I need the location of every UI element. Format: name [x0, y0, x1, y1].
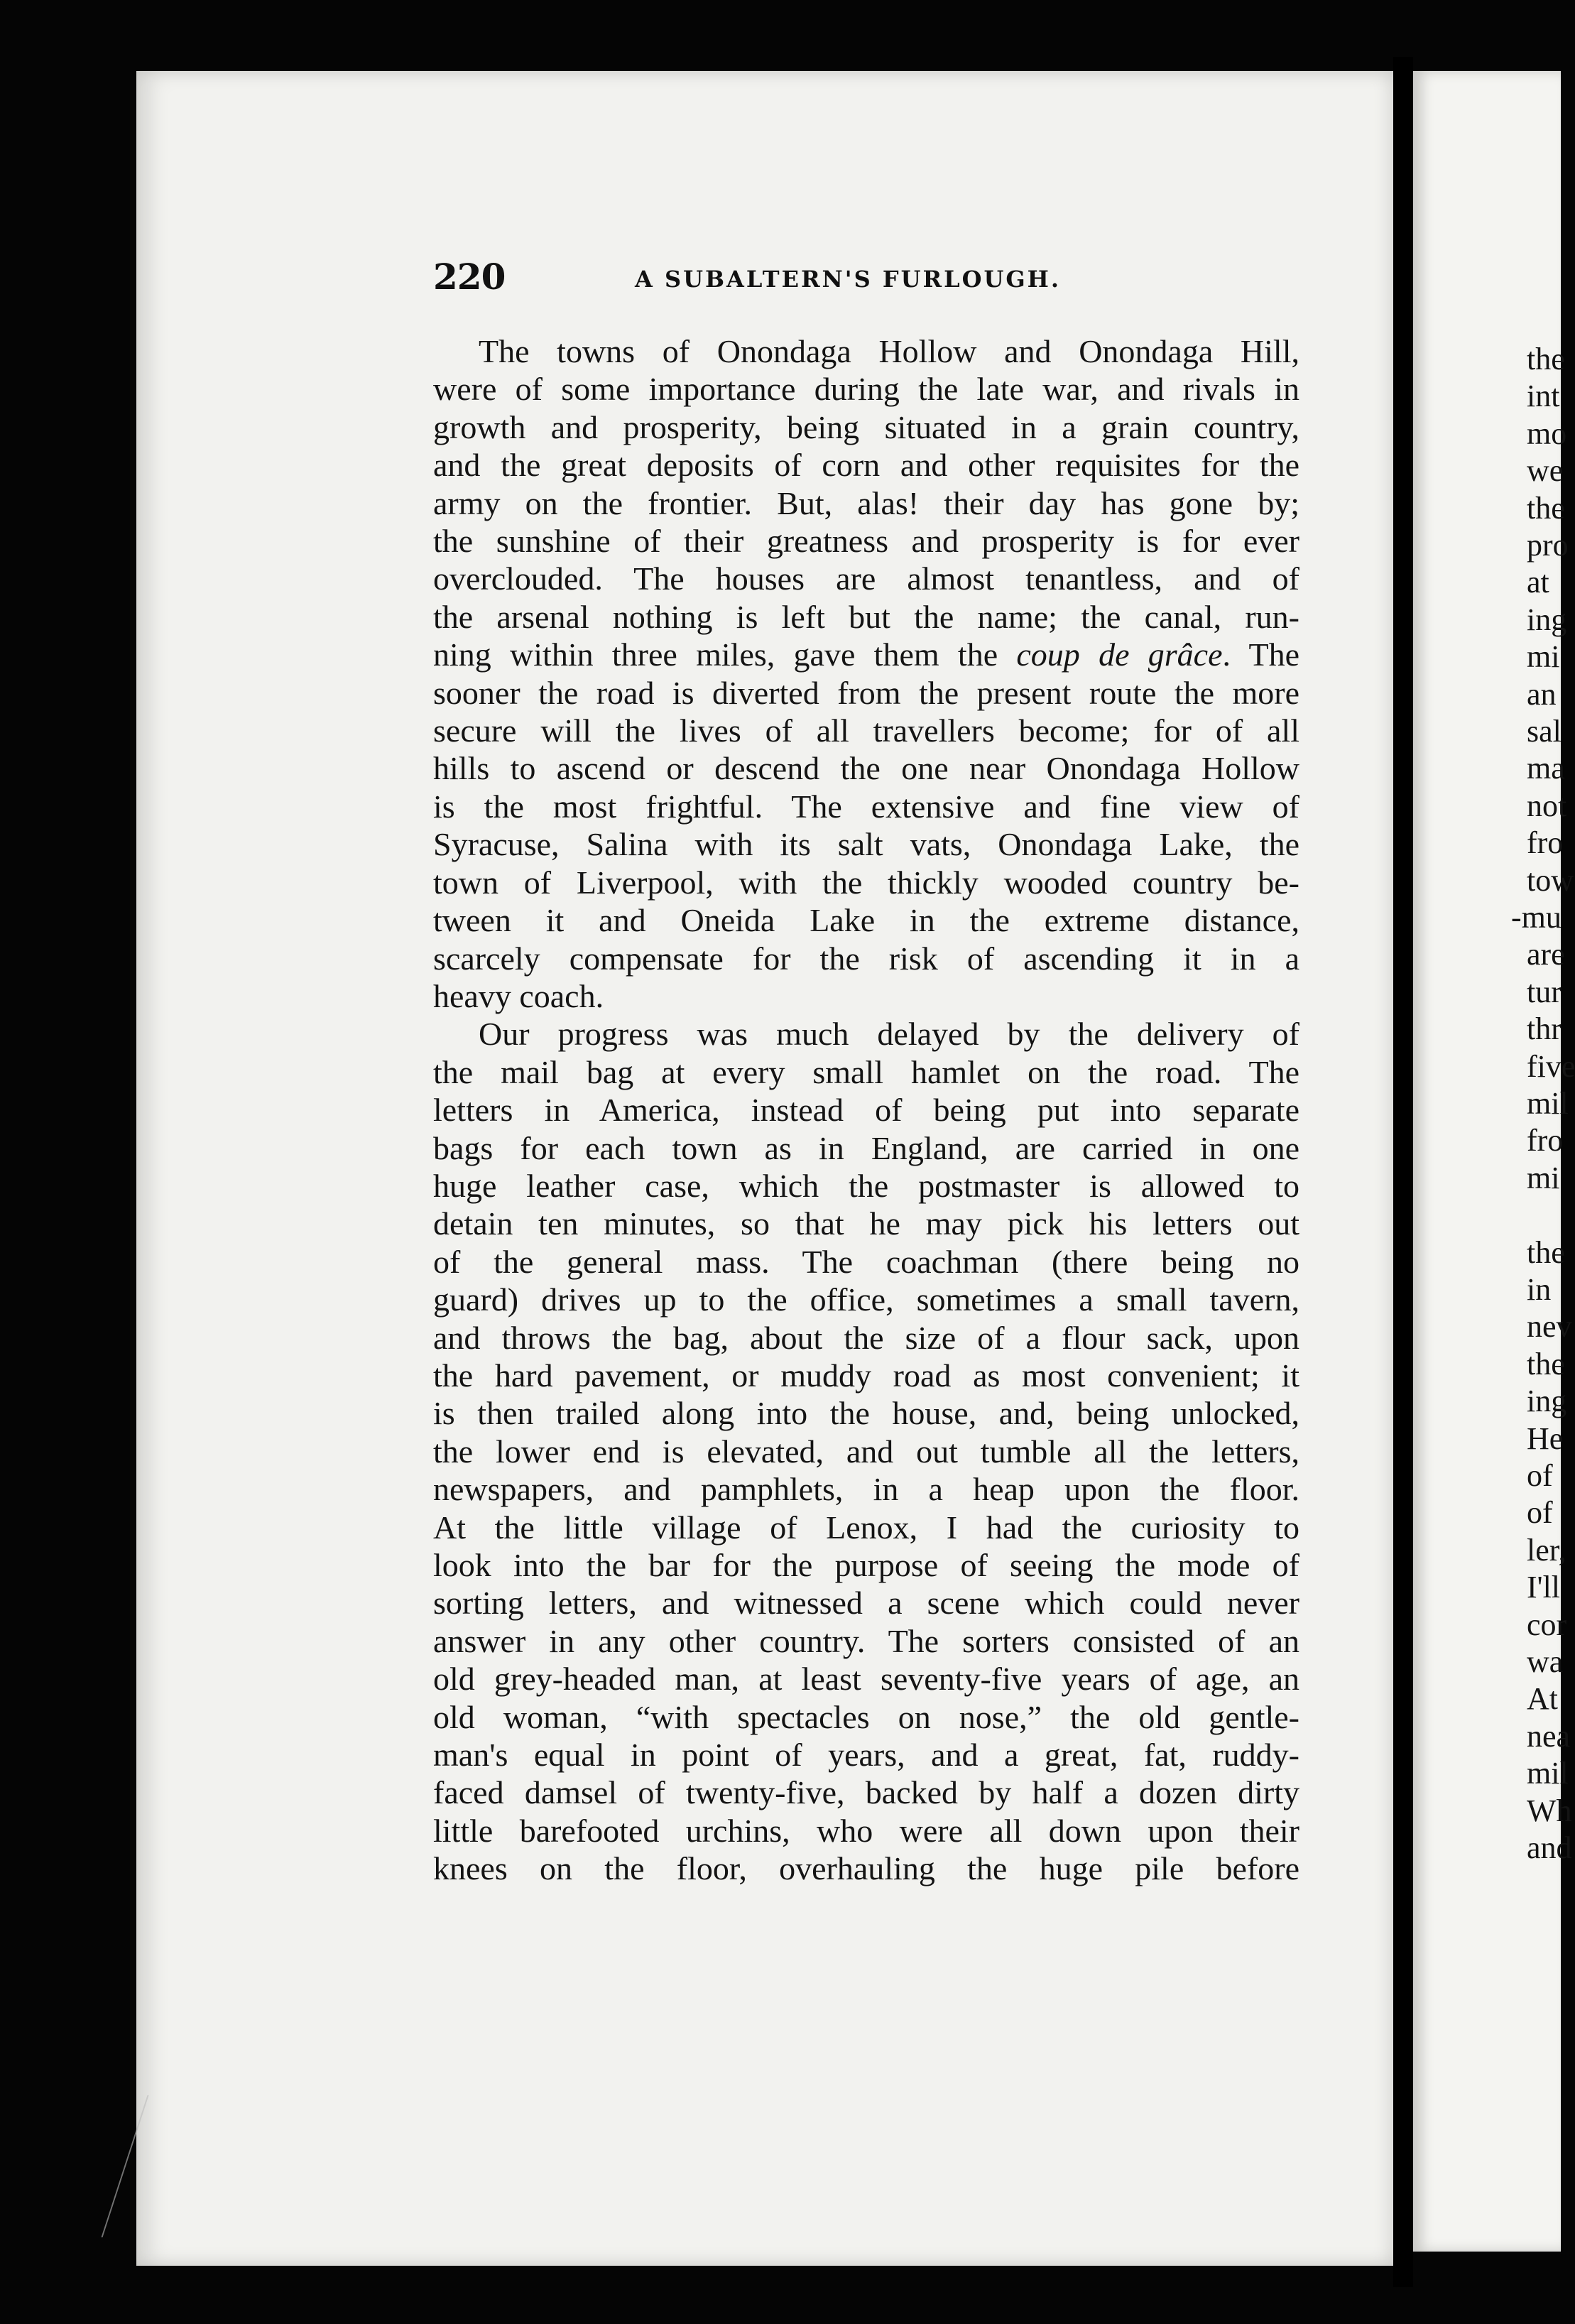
- facing-page-fragment: ing: [1527, 1384, 1567, 1419]
- facing-page-fragment: mi: [1527, 1160, 1560, 1195]
- text-line: old woman, “with spectacles on nose,” the old gentle-: [433, 1698, 1299, 1735]
- facing-page-fragment: thr: [1527, 1011, 1562, 1047]
- text-line: overclouded. The houses are almost tenantless, and of: [433, 560, 1299, 597]
- facing-page-fragment: cor: [1527, 1607, 1567, 1642]
- facing-page-fragment: pro: [1527, 528, 1569, 563]
- text-line: knees on the floor, overhauling the huge pile before: [433, 1850, 1299, 1887]
- text-line: newspapers, and pamphlets, in a heap upon the floor.: [433, 1471, 1299, 1508]
- text-line: answer in any other country. The sorters consisted of an: [433, 1622, 1299, 1659]
- facing-page-fragment: in: [1527, 1272, 1552, 1307]
- facing-page-fragment: nea: [1527, 1718, 1571, 1754]
- facing-page-fragment: five: [1527, 1048, 1575, 1084]
- facing-page-fragment: not: [1527, 788, 1567, 823]
- facing-page-fragment: mo: [1527, 416, 1567, 451]
- text-line: secure will the lives of all travellers become; for of all: [433, 712, 1299, 749]
- running-head: A SUBALTERN'S FURLOUGH.: [635, 266, 1062, 293]
- facing-page-fragment: mil: [1527, 1086, 1569, 1121]
- book-gutter: [1393, 57, 1413, 2287]
- facing-page-fragment: He: [1527, 1421, 1564, 1456]
- text-line: the hard pavement, or muddy road as most convenient; it: [433, 1357, 1299, 1394]
- facing-page-fragment: wa: [1527, 1644, 1564, 1679]
- text-line: huge leather case, which the postmaster is allowed to: [433, 1167, 1299, 1204]
- text-line: Syracuse, Salina with its salt vats, Onondaga Lake, the: [433, 826, 1299, 863]
- facing-page-fragment: an: [1527, 676, 1557, 712]
- facing-page-fragment: mil: [1527, 1756, 1569, 1791]
- facing-page-fragment: ing: [1527, 602, 1567, 637]
- page-header: [433, 256, 1299, 305]
- text-line: is then trailed along into the house, and, being unlocked,: [433, 1395, 1299, 1432]
- text-line: town of Liverpool, with the thickly wooded country be-: [433, 864, 1299, 901]
- facing-page-fragment: the: [1527, 1234, 1565, 1270]
- text-line: At the little village of Lenox, I had the curiosity to: [433, 1509, 1299, 1546]
- facing-page-fragment: the: [1527, 1346, 1565, 1381]
- text-line: scarcely compensate for the risk of ascending it in a: [433, 940, 1299, 977]
- text-line: the arsenal nothing is left but the name; the canal, run-: [433, 598, 1299, 635]
- text-line: sooner the road is diverted from the present route the more: [433, 674, 1299, 711]
- text-line: heavy coach.: [433, 977, 604, 1014]
- page-number: 220: [433, 256, 506, 298]
- text-line: old grey-headed man, at least seventy-five years of age, an: [433, 1661, 1299, 1698]
- facing-page-fragment: are: [1527, 937, 1565, 972]
- facing-page-fragment: the: [1527, 342, 1565, 376]
- facing-page-fragment: and: [1527, 1830, 1572, 1865]
- text-line: is the most frightful. The extensive and fine view of: [433, 788, 1299, 825]
- text-line: bags for each town as in England, are carried in one: [433, 1129, 1299, 1166]
- facing-page-fragment: sal: [1527, 714, 1562, 749]
- text-line: detain ten minutes, so that he may pick his letters out: [433, 1205, 1299, 1242]
- text-line: hills to ascend or descend the one near Onondaga Hollow: [433, 750, 1299, 787]
- text-line: the lower end is elevated, and out tumble all the letters,: [433, 1433, 1299, 1470]
- text-line: faced damsel of twenty-five, backed by half a dozen dirty: [433, 1774, 1299, 1811]
- text-line: letters in America, instead of being put into separate: [433, 1092, 1299, 1129]
- facing-page-fragment: at: [1527, 565, 1549, 600]
- facing-page-fragment: Wh: [1527, 1793, 1572, 1828]
- text-line: were of some importance during the late war, and rivals in: [433, 371, 1299, 408]
- facing-page-fragment: ler,: [1527, 1532, 1566, 1568]
- facing-page-fragment: the: [1527, 490, 1565, 526]
- facing-page-fragment: fro: [1527, 825, 1564, 861]
- facing-page-fragment: I'll: [1527, 1570, 1561, 1605]
- facing-page-fragment: of: [1527, 1458, 1553, 1493]
- text-line: of the general mass. The coachman (there being no: [433, 1243, 1299, 1280]
- paragraph-2: [433, 1015, 1299, 1887]
- text-line: sorting letters, and witnessed a scene which could never: [433, 1585, 1299, 1622]
- text-line: tween it and Oneida Lake in the extreme distance,: [433, 902, 1299, 939]
- facing-page-fragment: int: [1527, 379, 1560, 414]
- facing-page-fragment: tow: [1527, 862, 1574, 898]
- paragraph-1: [433, 332, 1299, 1015]
- facing-page-fragment: fro: [1527, 1123, 1564, 1158]
- text-line: little barefooted urchins, who were all down upon their: [433, 1812, 1299, 1849]
- text-line: the mail bag at every small hamlet on the road. The: [433, 1053, 1299, 1090]
- facing-page-fragment: mi: [1527, 639, 1560, 675]
- text-line: the sunshine of their greatness and prosperity is for ever: [433, 523, 1299, 560]
- facing-page-fragment: we: [1527, 453, 1564, 489]
- facing-page-fragment: nev: [1527, 1309, 1572, 1345]
- text-line: Our progress was much delayed by the delivery of: [479, 1016, 1299, 1053]
- facing-page-fragment: -mu: [1511, 900, 1562, 935]
- text-line: growth and prosperity, being situated in a grain country,: [433, 408, 1299, 445]
- facing-page-fragment: ma: [1527, 751, 1565, 786]
- text-line: and the great deposits of corn and other requisites for the: [433, 447, 1299, 484]
- text-line: ning within three miles, gave them the coup de grâce. The: [433, 636, 1299, 673]
- text-line: look into the bar for the purpose of seeing the mode of: [433, 1547, 1299, 1583]
- facing-page-fragment: tur: [1527, 974, 1562, 1009]
- facing-page-fragment: At: [1527, 1681, 1558, 1717]
- text-line: army on the frontier. But, alas! their day has gone by;: [433, 484, 1299, 521]
- text-line: man's equal in point of years, and a great, fat, ruddy-: [433, 1737, 1299, 1774]
- text-line: guard) drives up to the office, sometimes a small tavern,: [433, 1281, 1299, 1318]
- facing-page-fragment: of: [1527, 1495, 1553, 1531]
- body-text: [433, 332, 1299, 1888]
- text-line: and throws the bag, about the size of a flour sack, upon: [433, 1319, 1299, 1356]
- text-line: The towns of Onondaga Hollow and Onondaga Hill,: [479, 333, 1299, 369]
